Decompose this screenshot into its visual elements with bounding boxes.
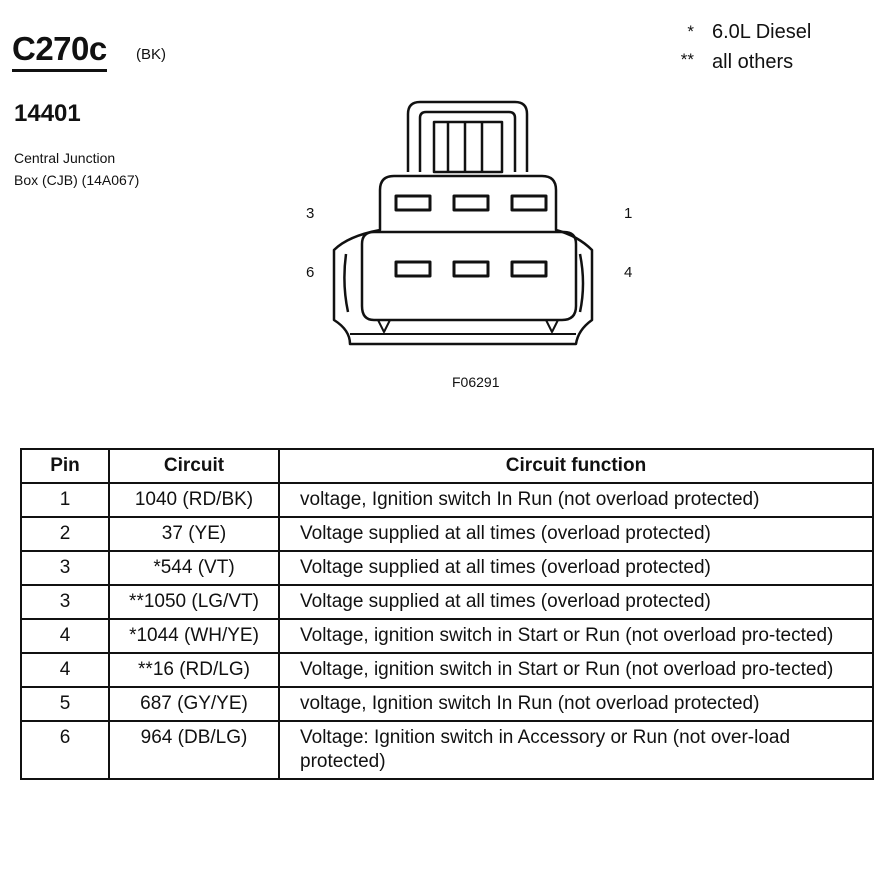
table-row (21, 483, 873, 517)
legend-text-others: all others (712, 51, 794, 73)
pin-label-3: 3 (306, 205, 315, 222)
cell-function: voltage, Ignition switch In Run (not overload protected) (279, 483, 873, 517)
terminal-cavity-2 (454, 196, 488, 210)
cell-function: Voltage, ignition switch in Start or Run (not overload pro-tected) (279, 619, 873, 653)
cell-circuit: **16 (RD/LG) (109, 653, 279, 687)
cell-function: voltage, Ignition switch In Run (not overload protected) (279, 687, 873, 721)
terminal-cavity-6 (396, 262, 430, 276)
cell-function: Voltage supplied at all times (overload protected) (279, 551, 873, 585)
terminal-cavity-1 (512, 196, 546, 210)
cell-circuit: *544 (VT) (109, 551, 279, 585)
cell-function: Voltage supplied at all times (overload protected) (279, 585, 873, 619)
table-row (21, 653, 873, 687)
header-circuit-function: Circuit function (279, 449, 873, 483)
cell-pin: 3 (21, 585, 109, 619)
pin-label-4: 4 (624, 264, 633, 281)
legend-mark-others: ** (680, 50, 694, 69)
pin-label-1: 1 (624, 205, 633, 222)
connector-id: C270c (12, 30, 107, 72)
table-row (21, 585, 873, 619)
table-row (21, 721, 873, 779)
pin-assignment-table (20, 448, 874, 780)
table-row (21, 551, 873, 585)
cell-circuit: **1050 (LG/VT) (109, 585, 279, 619)
cell-function: Voltage supplied at all times (overload protected) (279, 517, 873, 551)
table-row (21, 687, 873, 721)
left-flange (344, 254, 348, 312)
terminal-cavity-5 (454, 262, 488, 276)
cell-function: Voltage: Ignition switch in Accessory or Run (not over-load protected) (279, 721, 873, 779)
cell-function: Voltage, ignition switch in Start or Run (not overload pro-tected) (279, 653, 873, 687)
cell-pin: 3 (21, 551, 109, 585)
cell-circuit: 37 (YE) (109, 517, 279, 551)
latch-tab (434, 122, 502, 172)
table-header-row (21, 449, 873, 483)
cell-pin: 6 (21, 721, 109, 779)
cell-circuit: *1044 (WH/YE) (109, 619, 279, 653)
header-pin: Pin (21, 449, 109, 483)
cell-circuit: 964 (DB/LG) (109, 721, 279, 779)
component-description-line1: Central Junction (14, 150, 116, 166)
cell-circuit: 687 (GY/YE) (109, 687, 279, 721)
component-description-line2: Box (CJB) (14A067) (14, 172, 140, 188)
legend-mark-diesel: * (687, 22, 694, 41)
part-number: 14401 (14, 100, 81, 127)
cell-circuit: 1040 (RD/BK) (109, 483, 279, 517)
cell-pin: 1 (21, 483, 109, 517)
pin-label-6: 6 (306, 264, 315, 281)
cell-pin: 4 (21, 653, 109, 687)
terminal-cavity-4 (512, 262, 546, 276)
table-row (21, 517, 873, 551)
cell-pin: 5 (21, 687, 109, 721)
terminal-cavity-3 (396, 196, 430, 210)
cell-pin: 2 (21, 517, 109, 551)
table-row (21, 619, 873, 653)
legend-text-diesel: 6.0L Diesel (712, 21, 812, 43)
figure-id: F06291 (452, 374, 500, 390)
connector-color: (BK) (136, 46, 166, 63)
cell-pin: 4 (21, 619, 109, 653)
header-circuit: Circuit (109, 449, 279, 483)
right-flange (580, 254, 583, 312)
connector-face-diagram (330, 94, 620, 354)
